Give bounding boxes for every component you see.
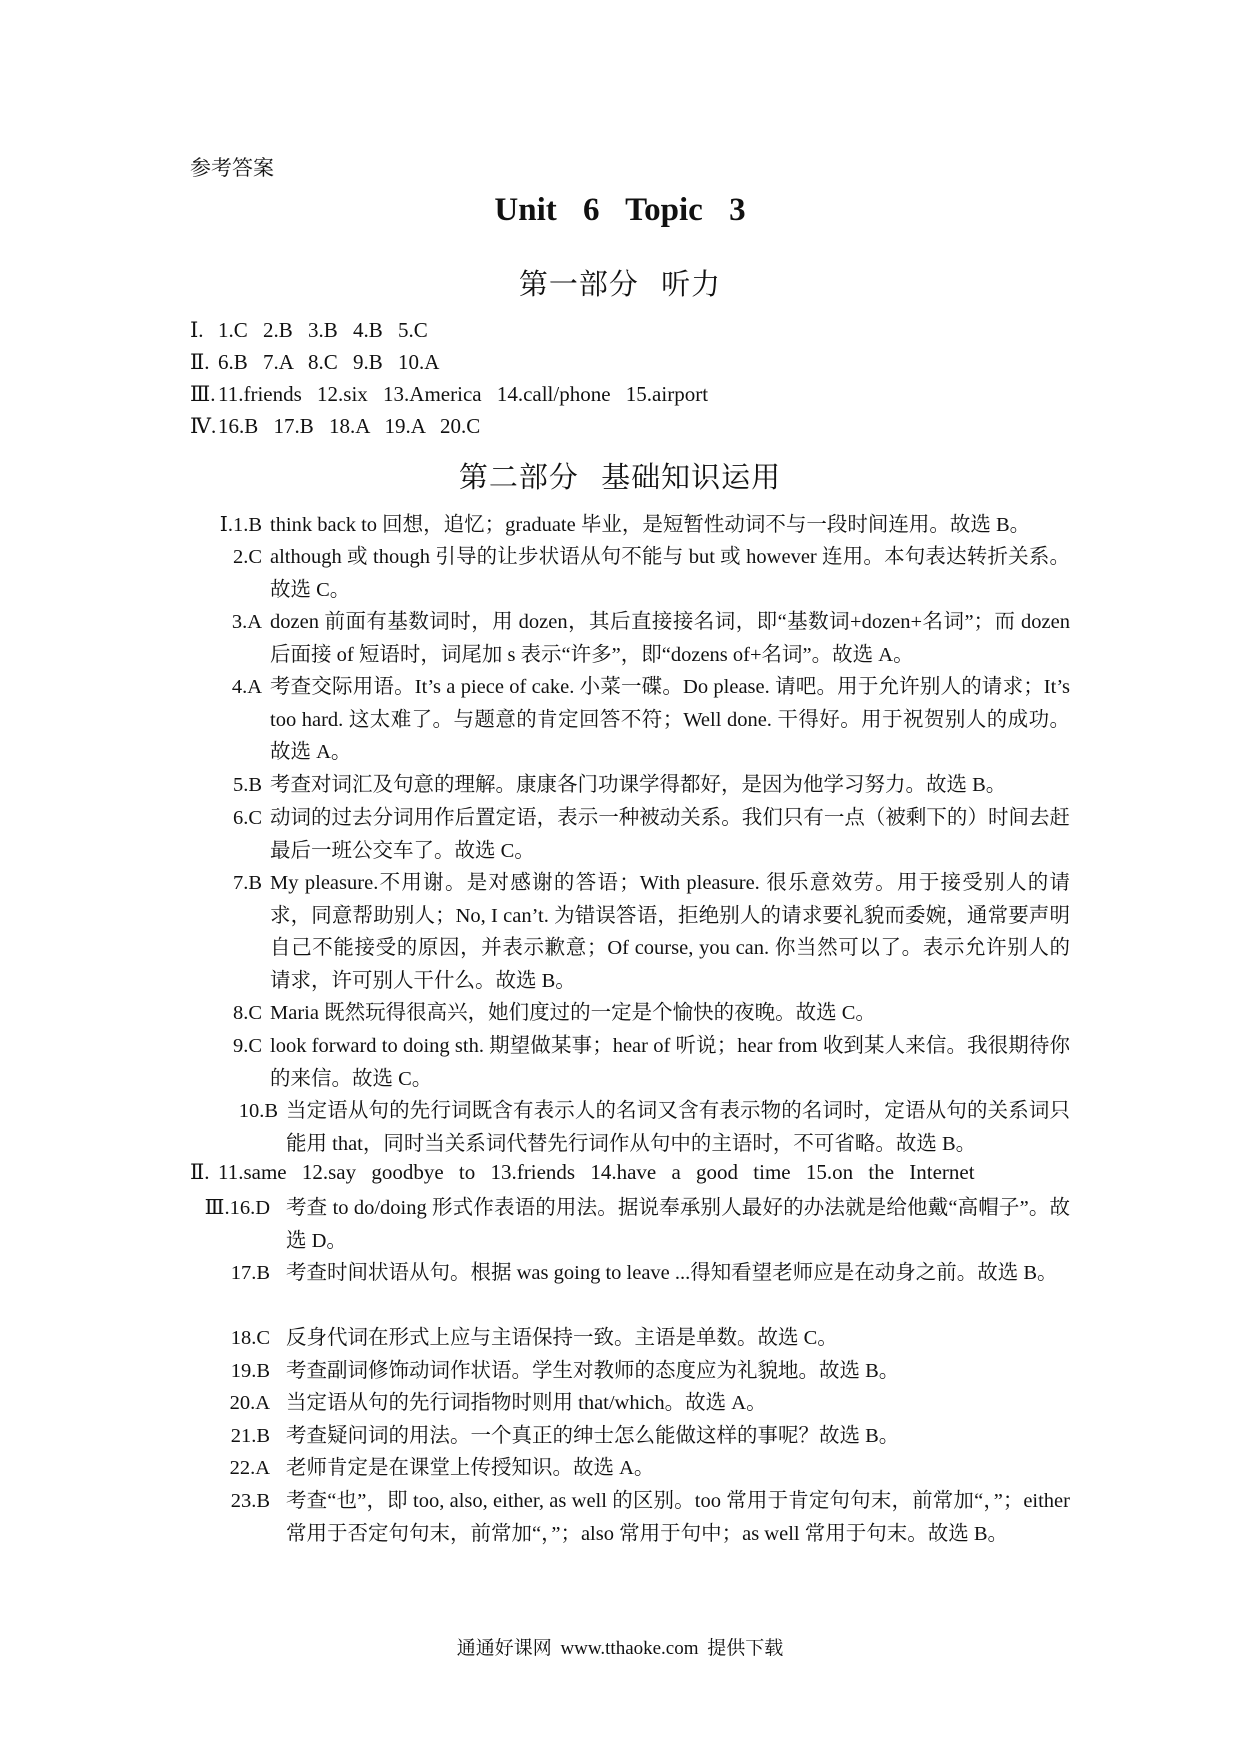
answer-number: 19.B <box>230 1360 270 1382</box>
roman-numeral: Ⅳ. <box>190 414 217 438</box>
answer-explanation: although 或 though 引导的让步状语从句不能与 but 或 however 连用。本句表达转折关系。故选 C。 <box>270 546 1070 601</box>
answer-item <box>190 606 1070 671</box>
answer-explanation: 当定语从句的先行词指物时则用 that/which。故选 A。 <box>286 1392 767 1414</box>
answer-number: 3.A <box>231 611 262 633</box>
answer-item <box>190 1095 1070 1160</box>
answer-number: 5.B <box>232 774 262 796</box>
answer-item <box>190 1485 1070 1550</box>
fill-in-row <box>190 1160 975 1185</box>
roman-numeral: Ⅲ. <box>190 382 216 406</box>
answer-number: 4.A <box>231 676 262 698</box>
answer-explanation: look forward to doing sth. 期望做某事；hear of 听说；hear from 收到某人来信。我很期待你的来信。故选 C。 <box>270 1035 1070 1090</box>
answer-number: 21.B <box>230 1425 270 1447</box>
answer-explanation: 反身代词在形式上应与主语保持一致。主语是单数。故选 C。 <box>286 1327 838 1349</box>
listening-row <box>190 318 428 343</box>
answers-text: 11.friends 12.six 13.America 14.call/phone 15.airport <box>218 382 709 406</box>
answer-item <box>190 1355 1070 1388</box>
answer-explanation: My pleasure.不用谢。是对感谢的答语；With pleasure. 很乐意效劳。用于接受别人的请求，同意帮助别人；No, I can’t. 为错误答语，拒绝别人的请求要礼貌而委婉，通常要声明自己不能接受的原因，并表示歉意；Of course, you can. 你当然可以了。表示允许别人的请求，许可别人干什么。故选 B。 <box>270 872 1070 992</box>
answer-explanation: 考查对词汇及句意的理解。康康各门功课学得都好，是因为他学习努力。故选 B。 <box>270 774 1007 796</box>
answer-explanation: think back to 回想，追忆；graduate 毕业，是短暂性动词不与一段时间连用。故选 B。 <box>270 514 1031 536</box>
answer-number: 7.B <box>232 872 262 894</box>
answer-number: 20.A <box>229 1392 270 1414</box>
answer-explanation: 考查 to do/doing 形式作表语的用法。据说奉承别人最好的办法就是给他戴“高帽子”。故选 D。 <box>286 1197 1070 1252</box>
section1-heading: 第一部分 听力 <box>518 269 722 301</box>
answers-text: 11.same 12.say goodbye to 13.friends 14.have a good time 15.on the Internet <box>218 1160 975 1184</box>
answer-item <box>190 769 1070 802</box>
answer-explanation: 考查“也”，即 too, also, either, as well 的区别。too 常用于肯定句句末，前常加“，”；either 常用于否定句句末，前常加“，”；also 常用于句中；as well 常用于句末。故选 B。 <box>286 1490 1070 1545</box>
answer-item <box>190 802 1070 867</box>
answer-item <box>190 1452 1070 1485</box>
answer-item <box>190 867 1070 997</box>
answer-explanation: 考查时间状语从句。根据 was going to leave ...得知看望老师应是在动身之前。故选 B。 <box>286 1262 1058 1284</box>
answers-text: 6.B 7.A 8.C 9.B 10.A <box>218 350 440 374</box>
answer-explanation: Maria 既然玩得很高兴，她们度过的一定是个愉快的夜晚。故选 C。 <box>270 1002 876 1024</box>
answer-item <box>190 1387 1070 1420</box>
listening-row <box>190 382 708 407</box>
answer-explanation: 动词的过去分词用作后置定语，表示一种被动关系。我们只有一点（被剩下的）时间去赶最后一班公交车了。故选 C。 <box>270 807 1070 862</box>
answer-item <box>190 541 1070 606</box>
answer-explanation: 考查副词修饰动词作状语。学生对教师的态度应为礼貌地。故选 B。 <box>286 1360 900 1382</box>
answer-number: 22.A <box>229 1457 270 1479</box>
answer-item <box>190 1257 1070 1290</box>
answer-number: 17.B <box>230 1262 270 1284</box>
answer-item <box>190 1322 1070 1355</box>
answer-item <box>190 1420 1070 1453</box>
answer-number: 2.C <box>232 546 262 568</box>
answer-explanation: 考查疑问词的用法。一个真正的绅士怎么能做这样的事呢？故选 B。 <box>286 1425 900 1447</box>
answer-item <box>190 1030 1070 1095</box>
answer-item <box>190 509 1070 542</box>
footer-credit: 通通好课网 www.tthaoke.com 提供下载 <box>456 1638 784 1659</box>
answer-number: Ⅰ.1.B <box>219 514 262 536</box>
answers-text: 1.C 2.B 3.B 4.B 5.C <box>218 318 428 342</box>
answer-explanation: 考查交际用语。It’s a piece of cake. 小菜一碟。Do please. 请吧。用于允许别人的请求；It’s too hard. 这太难了。与题意的肯定回答不符；Well done. 干得好。用于祝贺别人的成功。故选 A。 <box>270 676 1070 763</box>
roman-numeral: Ⅱ. <box>190 1160 210 1184</box>
answers-text: 16.B 17.B 18.A 19.A 20.C <box>218 414 481 438</box>
answer-number: Ⅲ.16.D <box>204 1197 270 1219</box>
answer-explanation: 当定语从句的先行词既含有表示人的名词又含有表示物的名词时，定语从句的关系词只能用 that，同时当关系词代替先行词作从句中的主语时，不可省略。故选 B。 <box>286 1100 1070 1155</box>
roman-numeral: Ⅱ. <box>190 350 210 374</box>
answer-item <box>190 1192 1070 1257</box>
listening-row <box>190 350 439 375</box>
answer-explanation: 老师肯定是在课堂上传授知识。故选 A。 <box>286 1457 655 1479</box>
page-title: Unit 6 Topic 3 <box>494 192 746 228</box>
answer-number: 6.C <box>232 807 262 829</box>
answer-number: 8.C <box>232 1002 262 1024</box>
answer-item <box>190 997 1070 1030</box>
roman-numeral: Ⅰ. <box>190 318 204 342</box>
header-label: 参考答案 <box>190 156 274 180</box>
answer-number: 23.B <box>230 1490 270 1512</box>
answer-number: 18.C <box>230 1327 270 1349</box>
listening-row <box>190 414 480 439</box>
answer-number: 10.B <box>238 1100 278 1122</box>
answer-number: 9.C <box>232 1035 262 1057</box>
answer-item <box>190 671 1070 769</box>
section2-heading: 第二部分 基础知识运用 <box>458 462 782 494</box>
answer-explanation: dozen 前面有基数词时，用 dozen，其后直接接名词，即“基数词+dozen+名词”；而 dozen 后面接 of 短语时，词尾加 s 表示“许多”，即“dozens of+名词”。故选 A。 <box>270 611 1070 666</box>
